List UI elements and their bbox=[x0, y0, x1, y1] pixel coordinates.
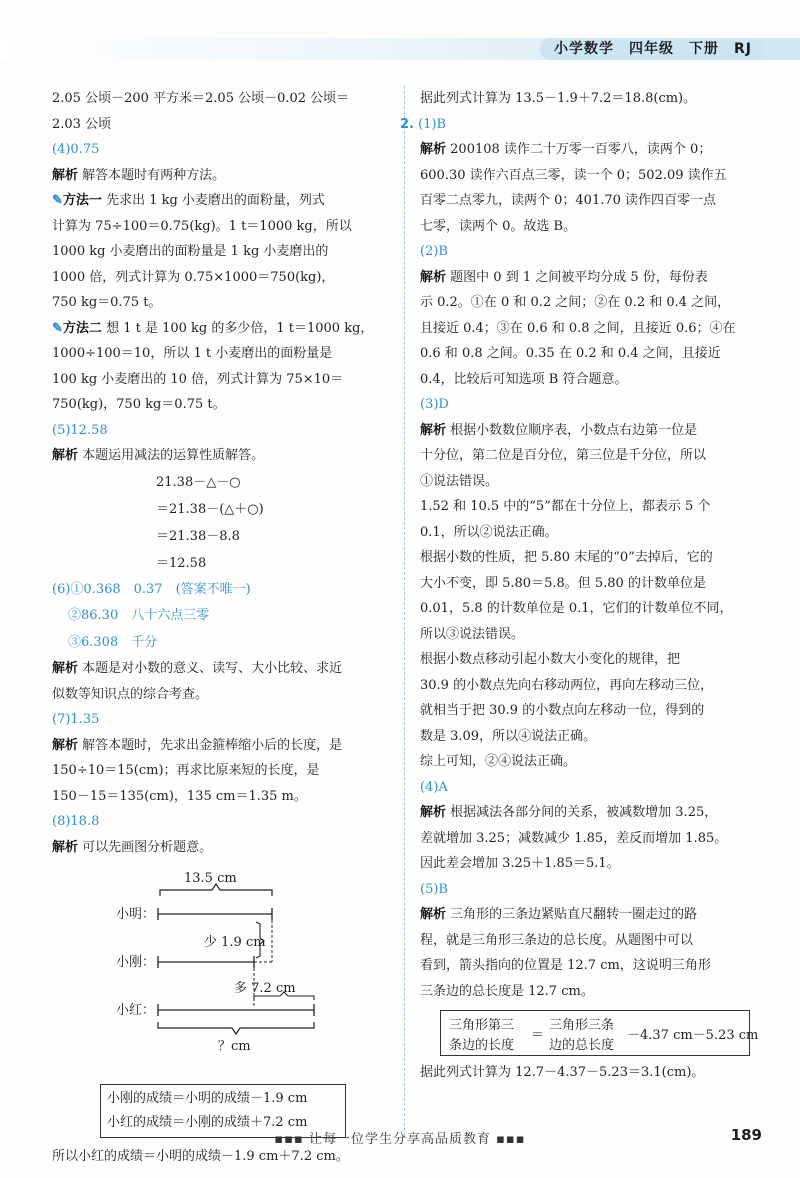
text-line: 大小不变，即 5.80＝5.8。但 5.80 的计数单位是 bbox=[420, 575, 706, 591]
analysis-text: 三角形的三条边紧贴直尺翻转一圈走过的路 bbox=[450, 907, 698, 922]
segment-diagram-svg bbox=[52, 866, 390, 1080]
answer-4: (4)0.75 bbox=[52, 142, 100, 157]
footer-slogan: ▪▪▪ 让每一位学生分享高品质教育 ▪▪▪ bbox=[274, 1132, 526, 1147]
answer-2-1: (1)B bbox=[418, 116, 447, 132]
text-line: ①说法错误。 bbox=[420, 473, 499, 489]
jiexi-label: 解析 bbox=[52, 737, 79, 753]
text-line: 150÷10＝15(cm)；再求比原来短的长度，是 bbox=[52, 763, 320, 778]
text-line: 1.52 和 10.5 中的“5”都在十分位上，都表示 5 个 bbox=[420, 499, 711, 514]
text-line: 计算为 75÷100＝0.75(kg)。1 t＝1000 kg，所以 bbox=[52, 218, 352, 234]
text-line: 150－15＝135(cm)，135 cm＝1.35 m。 bbox=[52, 788, 307, 804]
text-line: 2.03 公顷 bbox=[52, 116, 112, 132]
answer-5: (5)12.58 bbox=[52, 422, 108, 438]
label-xiaoming: 小明： bbox=[116, 907, 156, 922]
formula-part-a1: 三角形第三 bbox=[449, 1018, 515, 1033]
analysis-text: 本题是对小数的意义、读写、大小比较、求近 bbox=[82, 661, 343, 676]
pen-icon: ✎ bbox=[52, 320, 63, 336]
analysis-2-4 bbox=[420, 800, 766, 826]
analysis-text: 题图中 0 到 1 之间被平均分成 5 份，每份表 bbox=[450, 269, 708, 285]
right-column bbox=[400, 86, 766, 1086]
formula-tail: －4.37 cm－5.23 cm bbox=[627, 1028, 759, 1043]
text-line: 程，就是三角形三条边的总长度。从题图中可以 bbox=[420, 932, 694, 948]
analysis-text: 根据减法各部分间的关系，被减数增加 3.25， bbox=[450, 805, 718, 820]
text-line: 750(kg)，750 kg＝0.75 t。 bbox=[52, 397, 226, 412]
text-line: 0.6 和 0.8 之间。0.35 在 0.2 和 0.4 之间，且接近 bbox=[420, 346, 721, 361]
text-line: 十分位，第二位是百分位，第三位是千分位，所以 bbox=[420, 448, 707, 463]
method-1-label: 方法一 bbox=[62, 193, 102, 208]
left-column bbox=[52, 86, 390, 1170]
relation-line: 小刚的成绩＝小明的成绩－1.9 cm bbox=[107, 1091, 308, 1106]
formula-equals: ＝ bbox=[531, 1028, 545, 1043]
analysis-2-5 bbox=[420, 902, 766, 928]
equation-line: ＝21.38－(△＋○) bbox=[156, 501, 264, 517]
text-line: 据此列式计算为 12.7－4.37－5.23＝3.1(cm)。 bbox=[420, 1065, 705, 1080]
label-xiaogang: 小刚： bbox=[116, 955, 156, 970]
analysis-7 bbox=[52, 733, 390, 759]
text-line: 据此列式计算为 13.5－1.9＋7.2＝18.8(cm)。 bbox=[420, 91, 697, 106]
text-line: 看到，箭头指向的位置是 12.7 cm，这说明三角形 bbox=[420, 958, 711, 973]
formula-part-b2: 边的总长度 bbox=[549, 1038, 615, 1053]
jiexi-label: 解析 bbox=[52, 167, 79, 183]
pen-icon: ✎ bbox=[52, 193, 63, 208]
text-line: 七零，读两个 0。故选 B。 bbox=[420, 218, 577, 234]
answer-7: (7)1.35 bbox=[52, 712, 100, 727]
text-line: 750 kg＝0.75 t。 bbox=[52, 295, 162, 310]
label-xiaohong: 小红： bbox=[116, 1003, 156, 1018]
text-line: 0.1，所以②说法正确。 bbox=[420, 524, 558, 540]
question-2-part-1 bbox=[400, 112, 766, 138]
jiexi-label: 解析 bbox=[420, 422, 447, 438]
text-line: 示 0.2。①在 0 和 0.2 之间；②在 0.2 和 0.4 之间， bbox=[420, 295, 731, 310]
text-line: 1000 kg 小麦磨出的面粉量是 1 kg 小麦磨出的 bbox=[52, 244, 329, 259]
analysis-text: 解答本题时，先求出金箍棒缩小后的长度，是 bbox=[82, 737, 343, 753]
header-title: 小学数学 四年级 下册 RJ bbox=[540, 38, 766, 60]
text-line: 百零二点零九，读两个 0；401.70 读作四百零一点 bbox=[420, 193, 717, 208]
jiexi-label: 解析 bbox=[420, 269, 447, 285]
line-segment-diagram bbox=[52, 866, 390, 1080]
text-line: 根据小数的性质，把 5.80 末尾的“0”去掉后，它的 bbox=[420, 550, 713, 565]
text-line: 所以③说法错误。 bbox=[420, 626, 525, 642]
answer-6-2: ②86.30 八十六点三零 bbox=[68, 608, 210, 623]
text-line: 0.01，5.8 的计数单位是 0.1，它们的计数单位不同， bbox=[420, 601, 733, 616]
text-line: 三条边的总长度是 12.7 cm。 bbox=[420, 983, 594, 999]
bottom-brace bbox=[158, 1022, 314, 1034]
text-line: 1000÷100＝10，所以 1 t 小麦磨出的面粉量是 bbox=[52, 346, 333, 361]
text-line: 100 kg 小麦磨出的 10 倍，列式计算为 75×10＝ bbox=[52, 371, 344, 387]
analysis-5 bbox=[52, 443, 390, 469]
question-number: 2. bbox=[400, 116, 414, 132]
text-line: 因此差会增加 3.25＋1.85＝5.1。 bbox=[420, 856, 620, 871]
total-label: ？cm bbox=[218, 1039, 251, 1054]
analysis-6 bbox=[52, 656, 390, 682]
formula-box bbox=[440, 1010, 759, 1056]
analysis-2-2 bbox=[420, 265, 766, 291]
jiexi-label: 解析 bbox=[52, 839, 79, 855]
text-line: 0.4，比较后可知选项 B 符合题意。 bbox=[420, 371, 628, 387]
text-line: 600.30 读作六百点三零，读一个 0；502.09 读作五 bbox=[420, 167, 727, 183]
analysis-text: 本题运用减法的运算性质解答。 bbox=[82, 448, 265, 463]
jiexi-label: 解析 bbox=[52, 661, 79, 676]
text-line: 且接近 0.4；③在 0.6 和 0.8 之间，且接近 0.6；④在 bbox=[420, 320, 736, 336]
answer-6-1: (6)①0.368 0.37 (答案不唯一) bbox=[52, 581, 251, 597]
method-text: 想 1 t 是 100 kg 的多少倍，1 t＝1000 kg， bbox=[106, 320, 374, 336]
equation-line: ＝21.38－8.8 bbox=[156, 528, 240, 544]
top-length-label: 13.5 cm bbox=[184, 871, 237, 886]
analysis-text: 根据小数数位顺序表，小数点右边第一位是 bbox=[450, 422, 698, 438]
equation-line: ＝12.58 bbox=[156, 555, 207, 571]
analysis-text: 解答本题时有两种方法。 bbox=[82, 167, 226, 183]
page-number: 189 bbox=[730, 1126, 762, 1144]
text-line: 根据小数点移动引起小数大小变化的规律，把 bbox=[420, 652, 681, 667]
method-text: 先求出 1 kg 小麦磨出的面粉量，列式 bbox=[106, 193, 325, 208]
analysis-text: 可以先画图分析题意。 bbox=[82, 839, 213, 855]
analysis-8 bbox=[52, 835, 390, 861]
jiexi-label: 解析 bbox=[420, 907, 447, 922]
text-line: 30.9 的小数点先向右移动两位，再向左移动三位， bbox=[420, 677, 714, 693]
method-2-label: 方法二 bbox=[62, 320, 102, 336]
answer-2-3: (3)D bbox=[420, 397, 449, 412]
analysis-2-1 bbox=[420, 137, 766, 163]
equation-line: 21.38－△－○ bbox=[156, 474, 241, 490]
column-divider bbox=[404, 86, 405, 1136]
text-line: 就相当于把 30.9 的小数点向左移动一位，得到的 bbox=[420, 703, 705, 718]
jiexi-label: 解析 bbox=[420, 805, 447, 820]
text-line: 所以小红的成绩＝小明的成绩－1.9 cm＋7.2 cm。 bbox=[52, 1149, 349, 1164]
text-line: 1000 倍，列式计算为 0.75×1000＝750(kg)， bbox=[52, 269, 335, 285]
analysis-4 bbox=[52, 163, 390, 189]
formula-part-a2: 条边的长度 bbox=[449, 1038, 515, 1053]
analysis-2-3 bbox=[420, 418, 766, 444]
text-line: 综上可知，②④说法正确。 bbox=[420, 754, 577, 769]
jiexi-label: 解析 bbox=[52, 448, 79, 463]
answer-2-2: (2)B bbox=[420, 244, 448, 259]
relation-line: 小红的成绩＝小刚的成绩＋7.2 cm bbox=[107, 1115, 308, 1130]
answer-2-4: (4)A bbox=[420, 779, 448, 795]
analysis-text: 200108 读作二十万零一百零八，读两个 0； bbox=[450, 142, 712, 157]
method-2 bbox=[52, 316, 390, 342]
answer-8: (8)18.8 bbox=[52, 814, 100, 829]
text-line: 似数等知识点的综合考查。 bbox=[52, 686, 209, 702]
answer-2-5: (5)B bbox=[420, 881, 448, 897]
text-line: 2.05 公顷－200 平方米＝2.05 公顷－0.02 公顷＝ bbox=[52, 91, 350, 106]
text-line: 数是 3.09，所以④说法正确。 bbox=[420, 728, 597, 744]
formula-part-b1: 三角形三条 bbox=[549, 1018, 615, 1033]
method-1 bbox=[52, 188, 390, 214]
jiexi-label: 解析 bbox=[420, 142, 447, 157]
text-line: 差就增加 3.25；减数减少 1.85，差反而增加 1.85。 bbox=[420, 830, 728, 846]
more-label: 多 7.2 cm bbox=[234, 981, 296, 996]
answer-6-3: ③6.308 千分 bbox=[68, 635, 158, 650]
less-label: 少 1.9 cm bbox=[204, 935, 266, 950]
